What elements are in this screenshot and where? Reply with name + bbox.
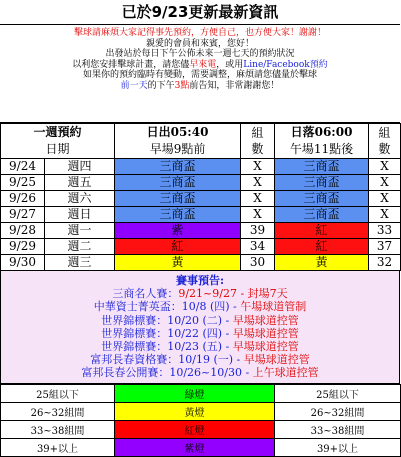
schedule-morning-status: 三商盃 [115,191,241,207]
schedule-row [1,223,401,239]
notice-line-6 [0,81,400,92]
header-groups-d: 數 [378,142,391,156]
schedule-morning-count: 34 [241,239,275,255]
schedule-evening-count: 32 [369,255,401,271]
schedule-morning-status: 三商盃 [115,159,241,175]
header-date: 日期 [1,141,115,159]
notice-line-1: 擊球請麻煩大家記得事先預約，方便自己，也方便大家！謝謝！ [73,28,326,38]
page-title: 已於9/23更新最新資訊 [0,0,400,25]
notice-line-3: 出發站於每日下午公佈未來一週七天的預約狀況 [105,49,295,60]
header-week-booking: 一週預約 [1,124,115,142]
schedule-day: 週三 [45,255,115,271]
legend-left-range: 26~32組間 [1,403,115,421]
legend-left-range: 25組以下 [1,385,115,403]
schedule-evening-status: 三商盃 [275,191,369,207]
schedule-row [1,239,401,255]
schedule-evening-status: 紅 [275,223,369,239]
legend-right-range: 26~32組間 [275,403,401,421]
event-name: 中華資士菁英盃：10/8 (四) - [93,300,241,314]
legend-left-range: 39+以上 [1,439,115,457]
event-name: 世界錦標賽：10/22 (四) - [101,326,233,340]
schedule-date: 9/28 [1,223,45,239]
header-morning-slot: 早場9點前 [115,141,241,159]
events-title: 賽事預告: [175,274,225,287]
header-morning-groups [241,124,275,159]
events-block [0,271,400,384]
notice-three-pm: 3點 [174,80,190,91]
schedule-morning-count: X [241,207,275,223]
event-detail: 早場球道控管 [232,313,299,327]
legend-row [1,403,401,421]
notice-day-before: 前一天 [120,80,148,91]
header-sunrise: 日出05:40 [115,124,241,142]
schedule-evening-status: 紅 [275,239,369,255]
event-detail: 上午球道控管 [252,366,319,380]
notice-line-6d: 前告知，非常謝謝您！ [189,80,280,91]
schedule-day: 週一 [45,223,115,239]
schedule-date: 9/25 [1,175,45,191]
legend-row [1,439,401,457]
schedule-evening-count: X [369,191,401,207]
schedule-row [1,175,401,191]
schedule-day: 週六 [45,191,115,207]
header-groups-c: 組 [378,126,391,140]
legend-light: 綠燈 [115,385,275,403]
legend-light: 黃燈 [115,403,275,421]
schedule-evening-status: 三商盃 [275,159,369,175]
event-item [1,300,399,313]
schedule-evening-status: 三商盃 [275,207,369,223]
schedule-body [1,159,401,271]
header-groups-b: 數 [251,142,264,156]
legend-row [1,385,401,403]
schedule-evening-count: X [369,159,401,175]
schedule-morning-count: X [241,175,275,191]
schedule-date: 9/24 [1,159,45,175]
legend-right-range: 25組以下 [275,385,401,403]
legend-light: 紫燈 [115,439,275,457]
schedule-morning-status: 三商盃 [115,175,241,191]
schedule-date: 9/27 [1,207,45,223]
schedule-row [1,159,401,175]
event-name: 三商名人賽： [112,287,179,301]
schedule-evening-status: 三商盃 [275,175,369,191]
event-detail: 午場球道管制 [240,300,307,314]
schedule-row [1,191,401,207]
legend-light: 紅燈 [115,421,275,439]
schedule-morning-status: 紅 [115,239,241,255]
schedule-date: 9/26 [1,191,45,207]
notice-line-6b: 的下午 [147,80,175,91]
schedule-row [1,255,401,271]
schedule-morning-count: X [241,159,275,175]
notice-line-4a: 以利您安排擊球計畫，請您儘 [72,59,190,70]
notice-block [0,25,400,123]
header-evening-slot: 午場11點後 [275,141,369,159]
header-sunset: 日落06:00 [275,124,369,142]
notice-line-booking: Line/Facebook預約 [243,59,328,70]
notice-call-early: 早來電 [189,59,217,70]
event-name: 富邦長春資格賽：10/19 (一) - [90,353,244,367]
event-item [1,353,399,366]
event-item [1,327,399,340]
schedule-header-row-2 [1,141,401,159]
schedule-day: 週五 [45,175,115,191]
schedule-table [0,123,401,271]
events-list [1,287,399,379]
schedule-morning-count: 30 [241,255,275,271]
event-name: 世界錦標賽：10/23 (五) - [101,340,233,354]
schedule-day: 週四 [45,159,115,175]
event-item [1,287,399,300]
schedule-day: 週日 [45,207,115,223]
legend-table [0,384,401,457]
schedule-header-row-1 [1,124,401,142]
header-evening-groups [369,124,401,159]
event-detail: 早場球道控管 [232,326,299,340]
legend-right-range: 33~38組間 [275,421,401,439]
legend-body [1,385,401,457]
schedule-morning-status: 三商盃 [115,207,241,223]
event-name: 富邦長春公開賽：10/26~10/30 - [81,366,253,380]
schedule-evening-count: 37 [369,239,401,255]
notice-line-4 [0,60,400,71]
schedule-evening-status: 黃 [275,255,369,271]
event-detail: 9/21~9/27 - 封場7天 [178,287,288,301]
legend-left-range: 33~38組間 [1,421,115,439]
event-detail: 早場球道控管 [232,340,299,354]
event-item [1,366,399,379]
schedule-evening-count: 33 [369,223,401,239]
event-name: 世界錦標賽：10/20 (二) - [101,313,233,327]
schedule-morning-status: 紫 [115,223,241,239]
schedule-morning-count: 39 [241,223,275,239]
event-item [1,314,399,327]
notice-line-2: 親愛的會員和來賓，您好！ [145,38,254,49]
schedule-evening-count: X [369,175,401,191]
schedule-day: 週二 [45,239,115,255]
schedule-morning-count: X [241,191,275,207]
legend-row [1,421,401,439]
schedule-evening-count: X [369,207,401,223]
legend-right-range: 39+以上 [275,439,401,457]
notice-line-5: 如果你的預約臨時有變動，需要調整，麻煩請您儘量於擊球 [82,70,317,81]
header-groups-a: 組 [251,126,264,140]
notice-line-4c: ，或用 [216,59,244,70]
event-detail: 早場球道控管 [243,353,310,367]
schedule-date: 9/29 [1,239,45,255]
schedule-date: 9/30 [1,255,45,271]
schedule-row [1,207,401,223]
schedule-morning-status: 黃 [115,255,241,271]
event-item [1,340,399,353]
